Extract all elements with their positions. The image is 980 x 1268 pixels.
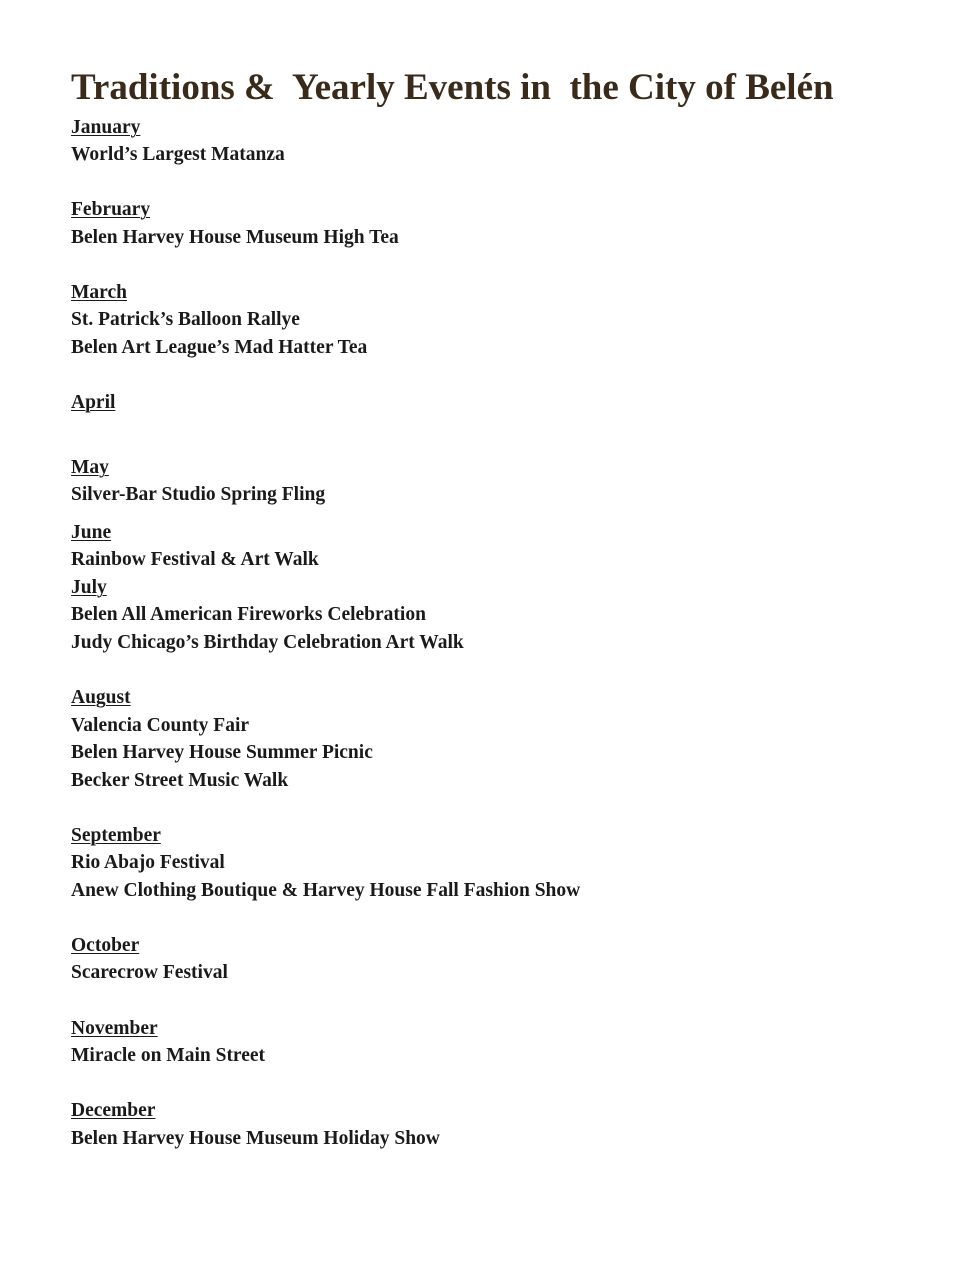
event-item: Scarecrow Festival: [71, 962, 228, 983]
event-item: Valencia County Fair: [71, 715, 250, 736]
event-item: World’s Largest Matanza: [71, 144, 285, 165]
event-item: Becker Street Music Walk: [71, 770, 289, 791]
month-heading-april: April: [71, 392, 116, 413]
event-item: Belen Harvey House Summer Picnic: [71, 742, 373, 763]
month-heading-january: January: [71, 117, 141, 138]
month-heading-december: December: [71, 1100, 156, 1121]
month-heading-october: October: [71, 935, 140, 956]
event-item: Belen Harvey House Museum Holiday Show: [71, 1128, 440, 1149]
event-item: St. Patrick’s Balloon Rallye: [71, 309, 300, 330]
event-item: Rainbow Festival & Art Walk: [71, 549, 319, 570]
month-heading-february: February: [71, 199, 151, 220]
month-heading-july: July: [71, 577, 107, 598]
event-item: Anew Clothing Boutique & Harvey House Fall Fashion Show: [71, 880, 581, 901]
event-item: Belen All American Fireworks Celebration: [71, 604, 426, 625]
month-heading-september: September: [71, 825, 161, 846]
month-heading-may: May: [71, 457, 109, 478]
event-item: Silver-Bar Studio Spring Fling: [71, 484, 326, 505]
month-heading-august: August: [71, 687, 131, 708]
month-heading-november: November: [71, 1018, 158, 1039]
event-item: Miracle on Main Street: [71, 1045, 266, 1066]
event-item: Belen Harvey House Museum High Tea: [71, 227, 399, 248]
event-item: Judy Chicago’s Birthday Celebration Art Walk: [71, 632, 464, 653]
month-heading-march: March: [71, 282, 127, 303]
month-heading-june: June: [71, 522, 112, 543]
event-item: Rio Abajo Festival: [71, 852, 225, 873]
event-item: Belen Art League’s Mad Hatter Tea: [71, 337, 368, 358]
page-title: Traditions & Yearly Events in the City of Belén: [71, 67, 834, 108]
